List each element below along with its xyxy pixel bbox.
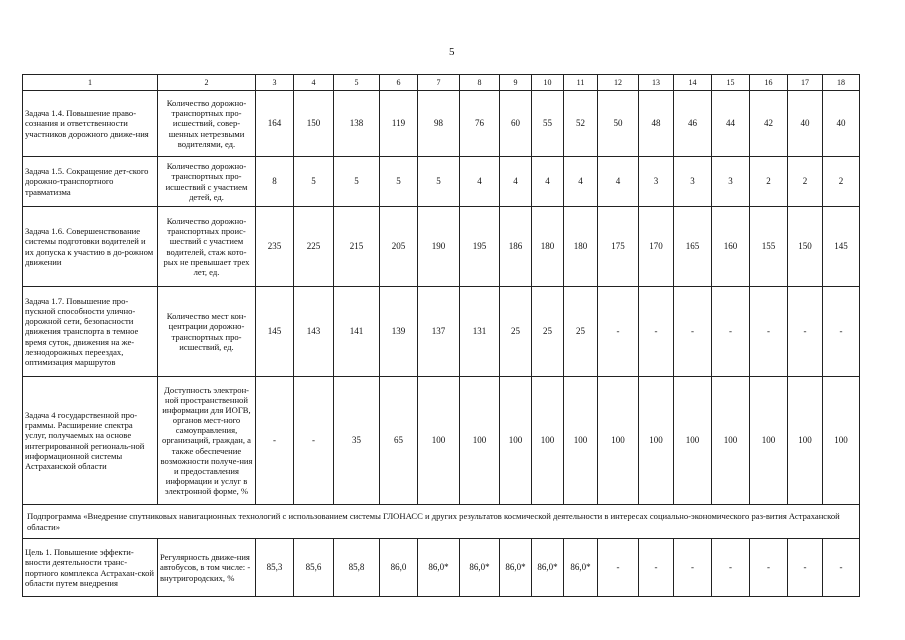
column-number-8: 8 (460, 75, 500, 91)
page-number: 5 (449, 46, 455, 58)
value-cell: - (712, 287, 750, 377)
value-cell: 85,3 (256, 539, 294, 597)
value-cell: 4 (564, 157, 598, 207)
value-cell: 100 (712, 377, 750, 505)
value-cell: - (674, 539, 712, 597)
value-cell: 100 (598, 377, 639, 505)
task-cell: Задача 1.4. Повышение право-сознания и ответственности участников дорожного движе-ния (23, 91, 158, 157)
value-cell: 100 (639, 377, 674, 505)
column-number-17: 17 (788, 75, 823, 91)
value-cell: 155 (750, 207, 788, 287)
value-cell: - (639, 539, 674, 597)
table-row (23, 157, 860, 207)
column-number-11: 11 (564, 75, 598, 91)
column-number-15: 15 (712, 75, 750, 91)
value-cell: 5 (418, 157, 460, 207)
value-cell: 235 (256, 207, 294, 287)
value-cell: 42 (750, 91, 788, 157)
column-number-4: 4 (294, 75, 334, 91)
value-cell: 139 (380, 287, 418, 377)
value-cell: 175 (598, 207, 639, 287)
value-cell: 86,0* (418, 539, 460, 597)
value-cell: 190 (418, 207, 460, 287)
column-number-1: 1 (23, 75, 158, 91)
column-number-13: 13 (639, 75, 674, 91)
indicator-cell: Количество дорожно-транспортных про-исшествий, совер-шенных нетрезвыми водителями, ед. (158, 91, 256, 157)
value-cell: 86,0* (532, 539, 564, 597)
table-row (23, 91, 860, 157)
task-cell: Задача 1.7. Повышение про-пускной способности улично-дорожной сети, безопасности движения транспорта в темное время суток, движения на же-лезнодорожных переездах, оптимизация маршрутов (23, 287, 158, 377)
value-cell: 86,0* (500, 539, 532, 597)
value-cell: 100 (823, 377, 860, 505)
value-cell: - (750, 287, 788, 377)
table-row (23, 207, 860, 287)
value-cell: 145 (256, 287, 294, 377)
indicator-cell: Количество дорожно-транспортных про-исшествий с участием детей, ед. (158, 157, 256, 207)
value-cell: 44 (712, 91, 750, 157)
value-cell: 100 (674, 377, 712, 505)
header-row (23, 75, 860, 91)
value-cell: - (788, 287, 823, 377)
value-cell: 55 (532, 91, 564, 157)
value-cell: 150 (294, 91, 334, 157)
column-number-10: 10 (532, 75, 564, 91)
value-cell: 60 (500, 91, 532, 157)
value-cell: - (294, 377, 334, 505)
column-number-12: 12 (598, 75, 639, 91)
value-cell: 25 (532, 287, 564, 377)
value-cell: 3 (639, 157, 674, 207)
value-cell: 3 (712, 157, 750, 207)
value-cell: 4 (598, 157, 639, 207)
value-cell: 3 (674, 157, 712, 207)
value-cell: 145 (823, 207, 860, 287)
value-cell: 50 (598, 91, 639, 157)
value-cell: 143 (294, 287, 334, 377)
column-number-5: 5 (334, 75, 380, 91)
table-row (23, 377, 860, 505)
column-number-2: 2 (158, 75, 256, 91)
indicator-cell: Регулярность движе-ния автобусов, в том числе: - внутригородских, % (158, 539, 256, 597)
indicator-cell: Доступность электрон-ной пространственной информации для ИОГВ, органов мест-ного самоуправления, организаций, граждан, а также обеспечение возможности получе-ния и предоставления информации и услуг в электронной форме, % (158, 377, 256, 505)
value-cell: 35 (334, 377, 380, 505)
value-cell: 5 (380, 157, 418, 207)
value-cell: 100 (500, 377, 532, 505)
value-cell: - (712, 539, 750, 597)
value-cell: - (674, 287, 712, 377)
value-cell: 4 (500, 157, 532, 207)
value-cell: 86,0* (564, 539, 598, 597)
task-cell: Задача 1.6. Совершенствование системы подготовки водителей и их допуска к участию в до-рожном движении (23, 207, 158, 287)
indicator-cell: Количество мест кон-центрации дорожно-транспортных про-исшествий, ед. (158, 287, 256, 377)
table-row (23, 287, 860, 377)
value-cell: 40 (823, 91, 860, 157)
value-cell: 100 (418, 377, 460, 505)
value-cell: 5 (334, 157, 380, 207)
value-cell: 25 (500, 287, 532, 377)
value-cell: 4 (460, 157, 500, 207)
task-cell: Задача 4 государственной про-граммы. Расширение спектра услуг, получаемых на основе интегрированной региональ-ной информационной системы Астраханской области (23, 377, 158, 505)
value-cell: 180 (532, 207, 564, 287)
value-cell: - (256, 377, 294, 505)
value-cell: 46 (674, 91, 712, 157)
value-cell: - (639, 287, 674, 377)
value-cell: 85,6 (294, 539, 334, 597)
column-number-16: 16 (750, 75, 788, 91)
value-cell: 100 (460, 377, 500, 505)
value-cell: 100 (788, 377, 823, 505)
value-cell: 2 (788, 157, 823, 207)
value-cell: 65 (380, 377, 418, 505)
value-cell: 205 (380, 207, 418, 287)
indicator-cell: Количество дорожно-транспортных проис-шествий с участием водителей, стаж кото-рых не превышает трех лет, ед. (158, 207, 256, 287)
value-cell: 100 (532, 377, 564, 505)
value-cell: 25 (564, 287, 598, 377)
column-number-9: 9 (500, 75, 532, 91)
value-cell: 5 (294, 157, 334, 207)
subprogram-title: Подпрограмма «Внедрение спутниковых навигационных технологий с использованием системы ГЛОНАСС и других результатов космической деятельности в интересах социально-экономического раз-вития Астраханской области» (23, 505, 860, 539)
value-cell: 86,0 (380, 539, 418, 597)
value-cell: - (823, 287, 860, 377)
value-cell: 138 (334, 91, 380, 157)
value-cell: 160 (712, 207, 750, 287)
value-cell: - (598, 287, 639, 377)
value-cell: 165 (674, 207, 712, 287)
value-cell: 86,0* (460, 539, 500, 597)
value-cell: 164 (256, 91, 294, 157)
value-cell: 40 (788, 91, 823, 157)
value-cell: 215 (334, 207, 380, 287)
value-cell: 100 (564, 377, 598, 505)
column-number-7: 7 (418, 75, 460, 91)
value-cell: 100 (750, 377, 788, 505)
value-cell: - (598, 539, 639, 597)
value-cell: 52 (564, 91, 598, 157)
value-cell: - (823, 539, 860, 597)
value-cell: 119 (380, 91, 418, 157)
value-cell: 76 (460, 91, 500, 157)
value-cell: 2 (823, 157, 860, 207)
subprogram-row (23, 505, 860, 539)
task-cell: Задача 1.5. Сокращение дет-ского дорожно-транспортного травматизма (23, 157, 158, 207)
value-cell: 4 (532, 157, 564, 207)
value-cell: 180 (564, 207, 598, 287)
value-cell: 141 (334, 287, 380, 377)
column-number-18: 18 (823, 75, 860, 91)
task-cell: Цель 1. Повышение эффекти-вности деятельности транс-портного комплекса Астрахан-ской области путем внедрения (23, 539, 158, 597)
value-cell: 85,8 (334, 539, 380, 597)
value-cell: 98 (418, 91, 460, 157)
value-cell: - (750, 539, 788, 597)
value-cell: 170 (639, 207, 674, 287)
value-cell: 150 (788, 207, 823, 287)
column-number-14: 14 (674, 75, 712, 91)
value-cell: 8 (256, 157, 294, 207)
value-cell: 131 (460, 287, 500, 377)
indicators-table (22, 74, 860, 597)
table-row (23, 539, 860, 597)
value-cell: 48 (639, 91, 674, 157)
column-number-3: 3 (256, 75, 294, 91)
value-cell: 195 (460, 207, 500, 287)
value-cell: 2 (750, 157, 788, 207)
value-cell: - (788, 539, 823, 597)
column-number-6: 6 (380, 75, 418, 91)
value-cell: 186 (500, 207, 532, 287)
value-cell: 225 (294, 207, 334, 287)
value-cell: 137 (418, 287, 460, 377)
